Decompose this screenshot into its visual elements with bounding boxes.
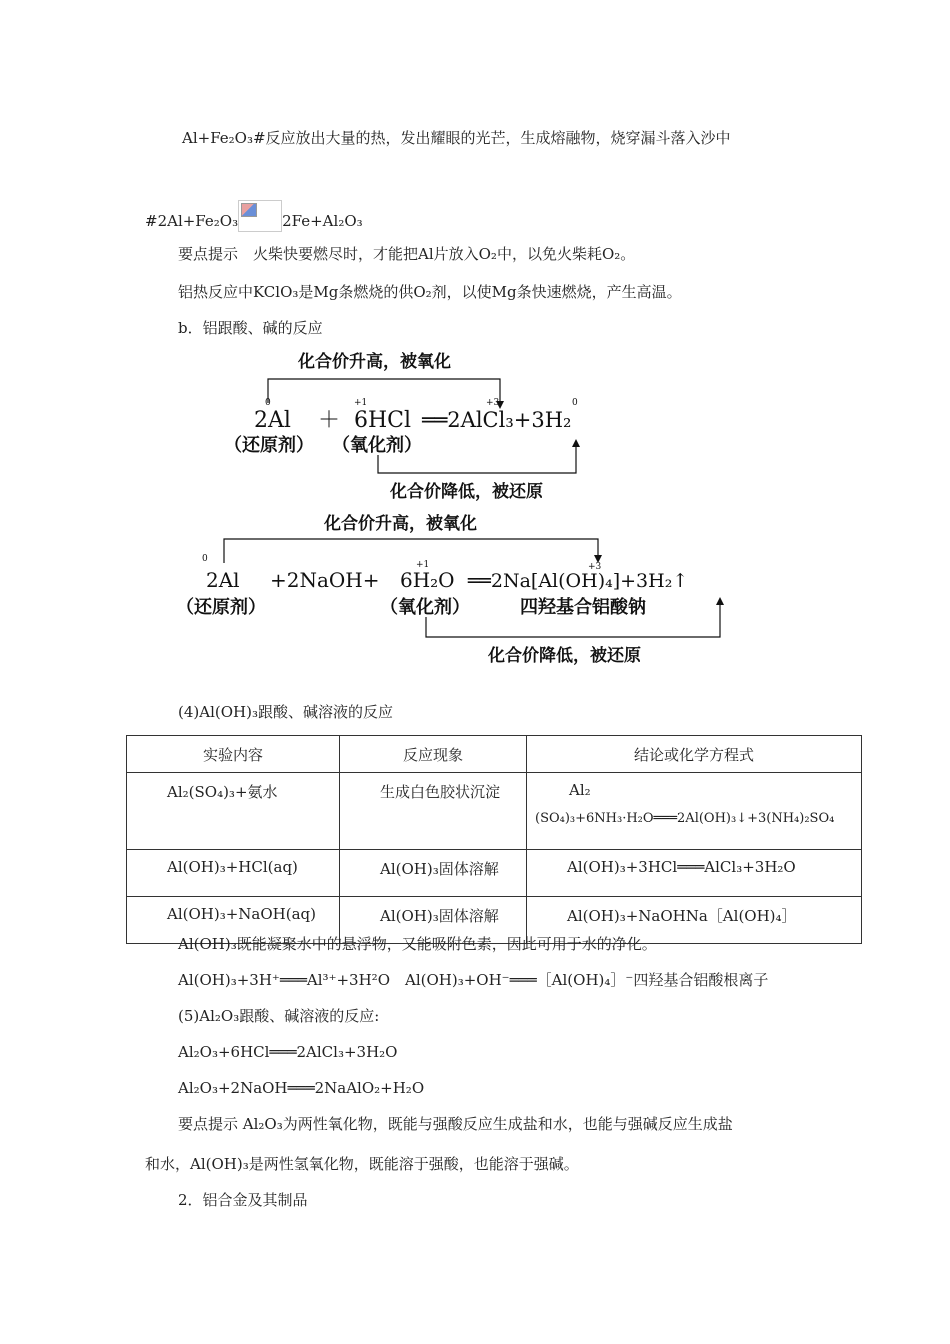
table-cell-equation [527,773,862,850]
table-row [127,773,862,850]
oxidation-arrow-line-2 [224,539,598,563]
eq-al: 2Al [254,408,291,433]
ox-state-al: 0 [265,398,271,408]
table-cell-content: Al(OH)₃+NaOH(aq) [127,897,340,944]
redox-diagram-al-hcl [220,345,600,505]
table-header-cell: 反应现象 [340,736,527,773]
ox-state-h2o: +1 [416,560,430,570]
oxidation-label-2: 化合价升高，被氧化 [324,514,477,534]
eq-h2o: 6H₂O [400,568,455,592]
ionic-equations: Al(OH)₃+3H⁺═══Al³⁺+3H²O Al(OH)₃+OH⁻═══［Al(OH)₄］⁻四羟基合铝酸根离子 [178,971,769,989]
reduction-arrowhead-2 [716,597,724,605]
role-reducer: （还原剂） [224,435,314,456]
tip-amphoteric-line2: 和水，Al(OH)₃是两性氢氧化物，既能溶于强酸，也能溶于强碱。 [145,1155,579,1173]
al2o3-acid-equation: Al₂O₃+6HCl═══2AlCl₃+3H₂O [178,1043,398,1061]
redox-diagram-al-naoh [170,505,760,675]
thermite-description: Al+Fe₂O₃#反应放出大量的热，发出耀眼的光芒，生成熔融物，烧穿漏斗落入沙中 [182,129,731,147]
table-cell-content: Al(OH)₃+HCl(aq) [127,850,340,897]
ox-state-h2: 0 [572,398,578,408]
section-4-heading: (4)Al(OH)₃跟酸、碱溶液的反应 [178,703,393,721]
equation-part-a: Al₂ [569,781,591,799]
tip-kclo3: 铝热反应中KClO₃是Mg条燃烧的供O₂剂，以使Mg条快速燃烧，产生高温。 [178,283,682,301]
broken-image-icon [238,200,282,232]
product-name: 四羟基合铝酸钠 [520,597,646,618]
ox-state-al-product: +3 [588,562,602,572]
table-cell-phenomenon: Al(OH)₃固体溶解 [340,850,527,897]
eq-plus: ＋ [318,408,341,433]
reduction-arrowhead [572,439,580,447]
section-2-heading: 2．铝合金及其制品 [178,1191,308,1209]
ox-state-al-2: 0 [202,554,208,564]
tip-match: 要点提示 火柴快要燃尽时，才能把Al片放入O₂中，以免火柴耗O₂。 [178,245,636,263]
purification-note: Al(OH)₃既能凝聚水中的悬浮物，又能吸附色素，因此可用于水的净化。 [178,935,657,953]
eq-products: ══2AlCl₃+3H₂ [422,408,572,432]
ox-state-hcl: +1 [354,398,368,408]
role-oxidizer-2: （氧化剂） [380,597,470,618]
table-header-row [127,736,862,773]
eq-products-2: ══2Na[Al(OH)₄]+3H₂↑ [468,570,689,592]
role-reducer-2: （还原剂） [176,597,266,618]
oxidation-arrow-line [268,379,500,403]
table-cell-content: Al₂(SO₄)₃+氨水 [127,773,340,850]
aloh3-reaction-table [126,735,862,944]
tip-amphoteric-line1: 要点提示 Al₂O₃为两性氧化物，既能与强酸反应生成盐和水，也能与强碱反应生成盐 [178,1115,733,1133]
eq-naoh: +2NaOH+ [270,568,380,592]
table-header-cell: 实验内容 [127,736,340,773]
role-oxidizer: （氧化剂） [332,435,422,456]
eq-al-2: 2Al [206,568,240,592]
section-b-heading: b．铝跟酸、碱的反应 [178,319,323,337]
reduction-label: 化合价降低，被还原 [390,482,543,502]
ox-state-alcl3: +3 [486,398,500,408]
equation-part-b: (SO₄)₃+6NH₃·H₂O═══2Al(OH)₃↓+3(NH₄)₂SO₄ [535,811,835,826]
table-cell-phenomenon: 生成白色胶状沉淀 [340,773,527,850]
table-cell-phenomenon: Al(OH)₃固体溶解 [340,897,527,944]
table-cell-equation: Al(OH)₃+NaOHNa［Al(OH)₄］ [527,897,862,944]
thermite-equation [145,200,363,232]
section-5-heading: (5)Al₂O₃跟酸、碱溶液的反应: [178,1007,380,1025]
oxidation-label: 化合价升高，被氧化 [298,352,451,372]
table-row [127,850,862,897]
table-cell-equation: Al(OH)₃+3HCl═══AlCl₃+3H₂O [527,850,862,897]
thermite-eq-right: 2Fe+Al₂O₃ [282,212,363,230]
reduction-label-2: 化合价降低，被还原 [488,646,641,666]
al2o3-base-equation: Al₂O₃+2NaOH═══2NaAlO₂+H₂O [178,1079,425,1097]
table-header-cell: 结论或化学方程式 [527,736,862,773]
eq-hcl: 6HCl [354,408,412,433]
thermite-eq-left: #2Al+Fe₂O₃ [145,212,239,230]
